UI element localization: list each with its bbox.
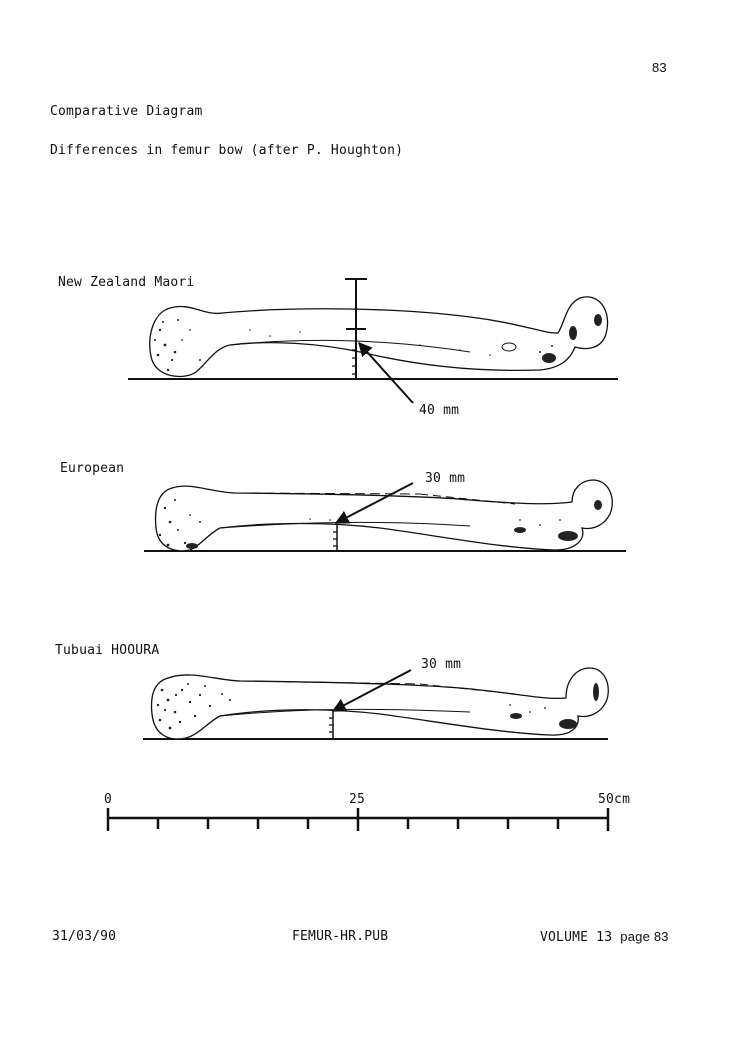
scale-label-start: 0 [104,792,113,807]
scale-label-end: 50cm [598,792,631,807]
page-title: Comparative Diagram [50,104,203,119]
femur-maori [128,279,618,403]
femur-tubuai [143,668,608,739]
page-number: 83 [652,60,667,75]
scale-label-mid: 25 [349,792,366,807]
bone-outline-tubuai [152,668,609,739]
femur-label-tubuai: Tubuai HOOURA [55,643,160,658]
bow-label-european: 30 mm [425,471,466,486]
footer-page: page 83 [620,929,669,944]
footer-volume [540,929,669,945]
footer-volume-label: VOLUME 13 [540,930,613,945]
page-subtitle: Differences in femur bow (after P. Houghton) [50,143,404,158]
bone-outline-european [156,480,613,551]
femur-label-maori: New Zealand Maori [58,275,195,290]
scale-bar [108,808,608,831]
bow-label-maori: 40 mm [419,403,460,418]
bow-label-tubuai: 30 mm [421,657,462,672]
femur-european [144,480,626,551]
femur-label-european: European [60,461,125,476]
footer-filename: FEMUR-HR.PUB [292,929,389,944]
footer-date: 31/03/90 [52,929,117,944]
